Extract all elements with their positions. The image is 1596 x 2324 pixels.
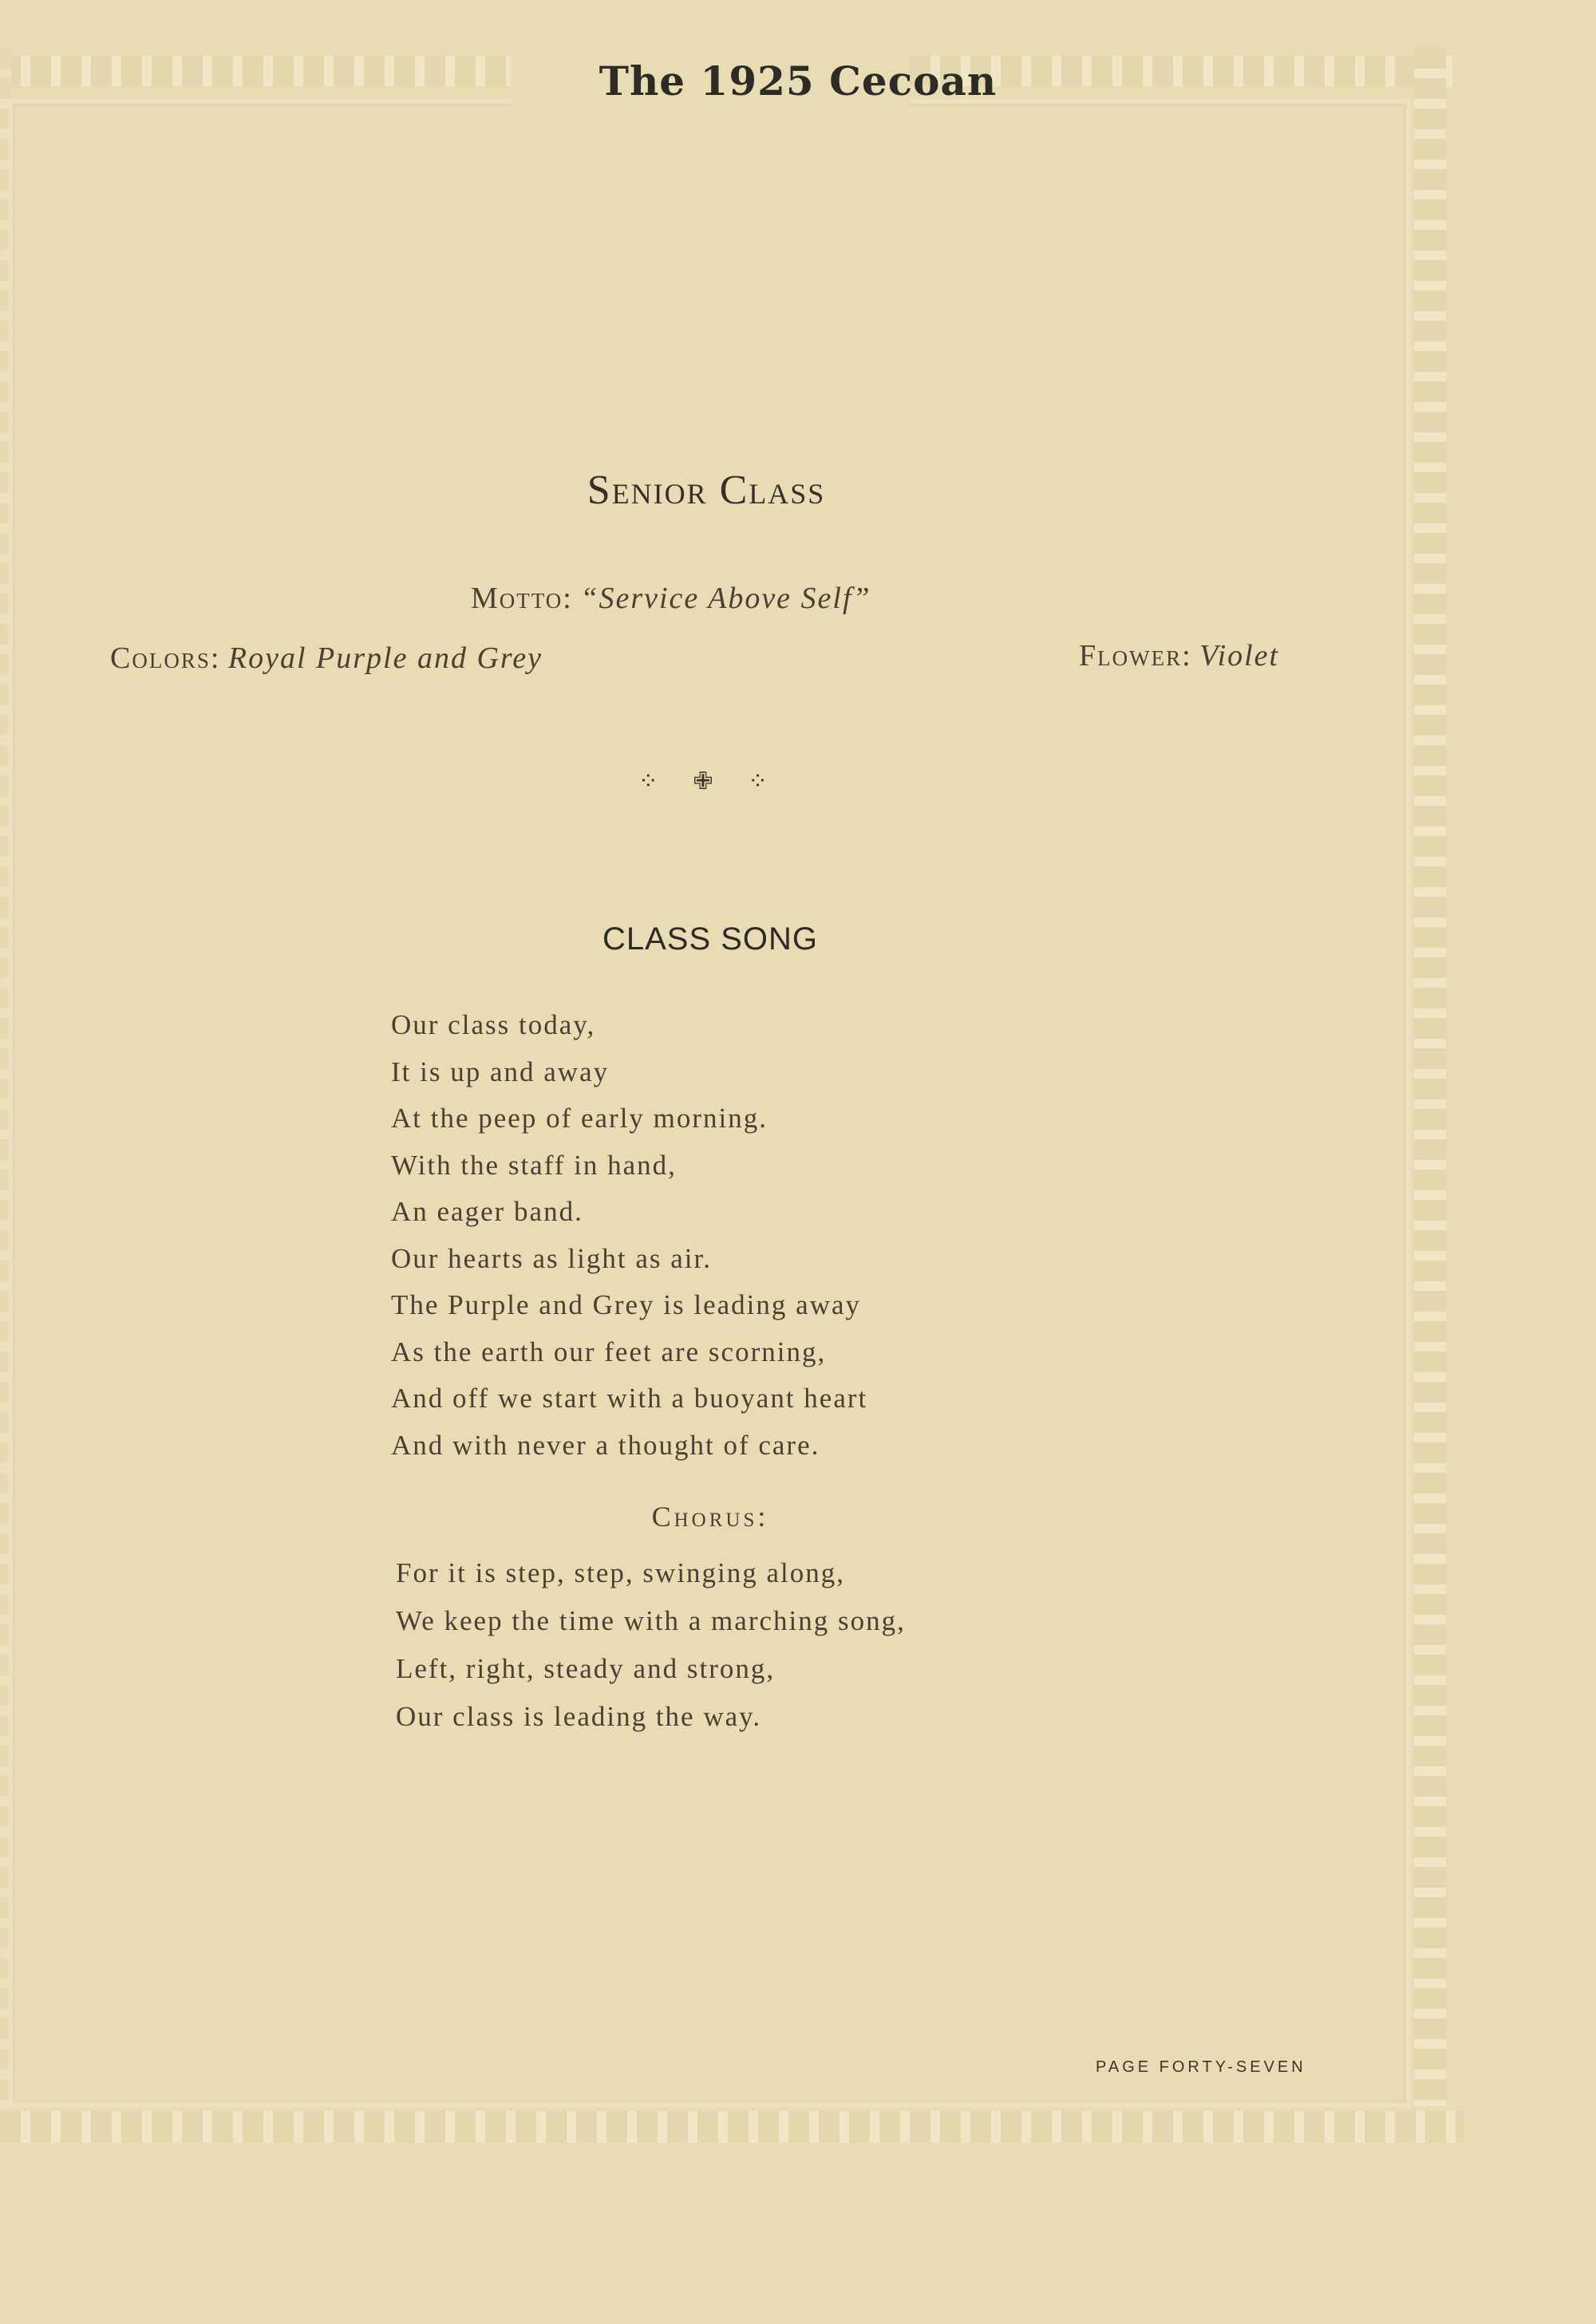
verse-line: Our class today,: [391, 1009, 596, 1040]
bottom-decorative-border: [0, 2111, 1464, 2143]
chorus-line: For it is step, step, swinging along,: [396, 1557, 846, 1588]
song-title: CLASS SONG: [602, 921, 819, 957]
flower-value: Violet: [1199, 639, 1280, 673]
right-decorative-border: [1414, 48, 1446, 2106]
page-number: PAGE FORTY-SEVEN: [1096, 2058, 1306, 2076]
verse-line: At the peep of early morning.: [391, 1103, 768, 1134]
motto-label: Motto:: [471, 582, 573, 615]
chorus-line: Left, right, steady and strong,: [396, 1653, 776, 1684]
verse-line: And off we start with a buoyant heart: [391, 1383, 868, 1414]
ornament-divider: ⁘ ✙ ⁘: [638, 768, 783, 795]
chorus-line: We keep the time with a marching song,: [396, 1605, 906, 1636]
verse-line: With the staff in hand,: [391, 1149, 677, 1181]
song-chorus: [396, 1549, 906, 1741]
colors-value: Royal Purple and Grey: [227, 641, 543, 675]
chorus-line: Our class is leading the way.: [396, 1701, 762, 1732]
running-header: The 1925 Cecoan: [598, 57, 998, 105]
motto-line: [471, 581, 871, 616]
left-decorative-border: [0, 48, 11, 2122]
motto-value: “Service Above Self”: [580, 582, 871, 615]
verse-line: It is up and away: [391, 1055, 610, 1087]
colors-label: Colors:: [110, 641, 221, 675]
flower-line: [1079, 638, 1279, 673]
verse-line: The Purple and Grey is leading away: [391, 1289, 862, 1320]
verse-line: Our hearts as light as air.: [391, 1242, 712, 1274]
song-verse: [391, 1002, 867, 1469]
page-title: Senior Class: [587, 468, 826, 513]
verse-line: As the earth our feet are scorning,: [391, 1336, 827, 1367]
chorus-label: Chorus:: [651, 1501, 769, 1533]
flower-label: Flower:: [1079, 639, 1192, 673]
colors-line: [110, 641, 543, 676]
verse-line: And with never a thought of care.: [391, 1429, 820, 1461]
verse-line: An eager band.: [391, 1196, 583, 1227]
